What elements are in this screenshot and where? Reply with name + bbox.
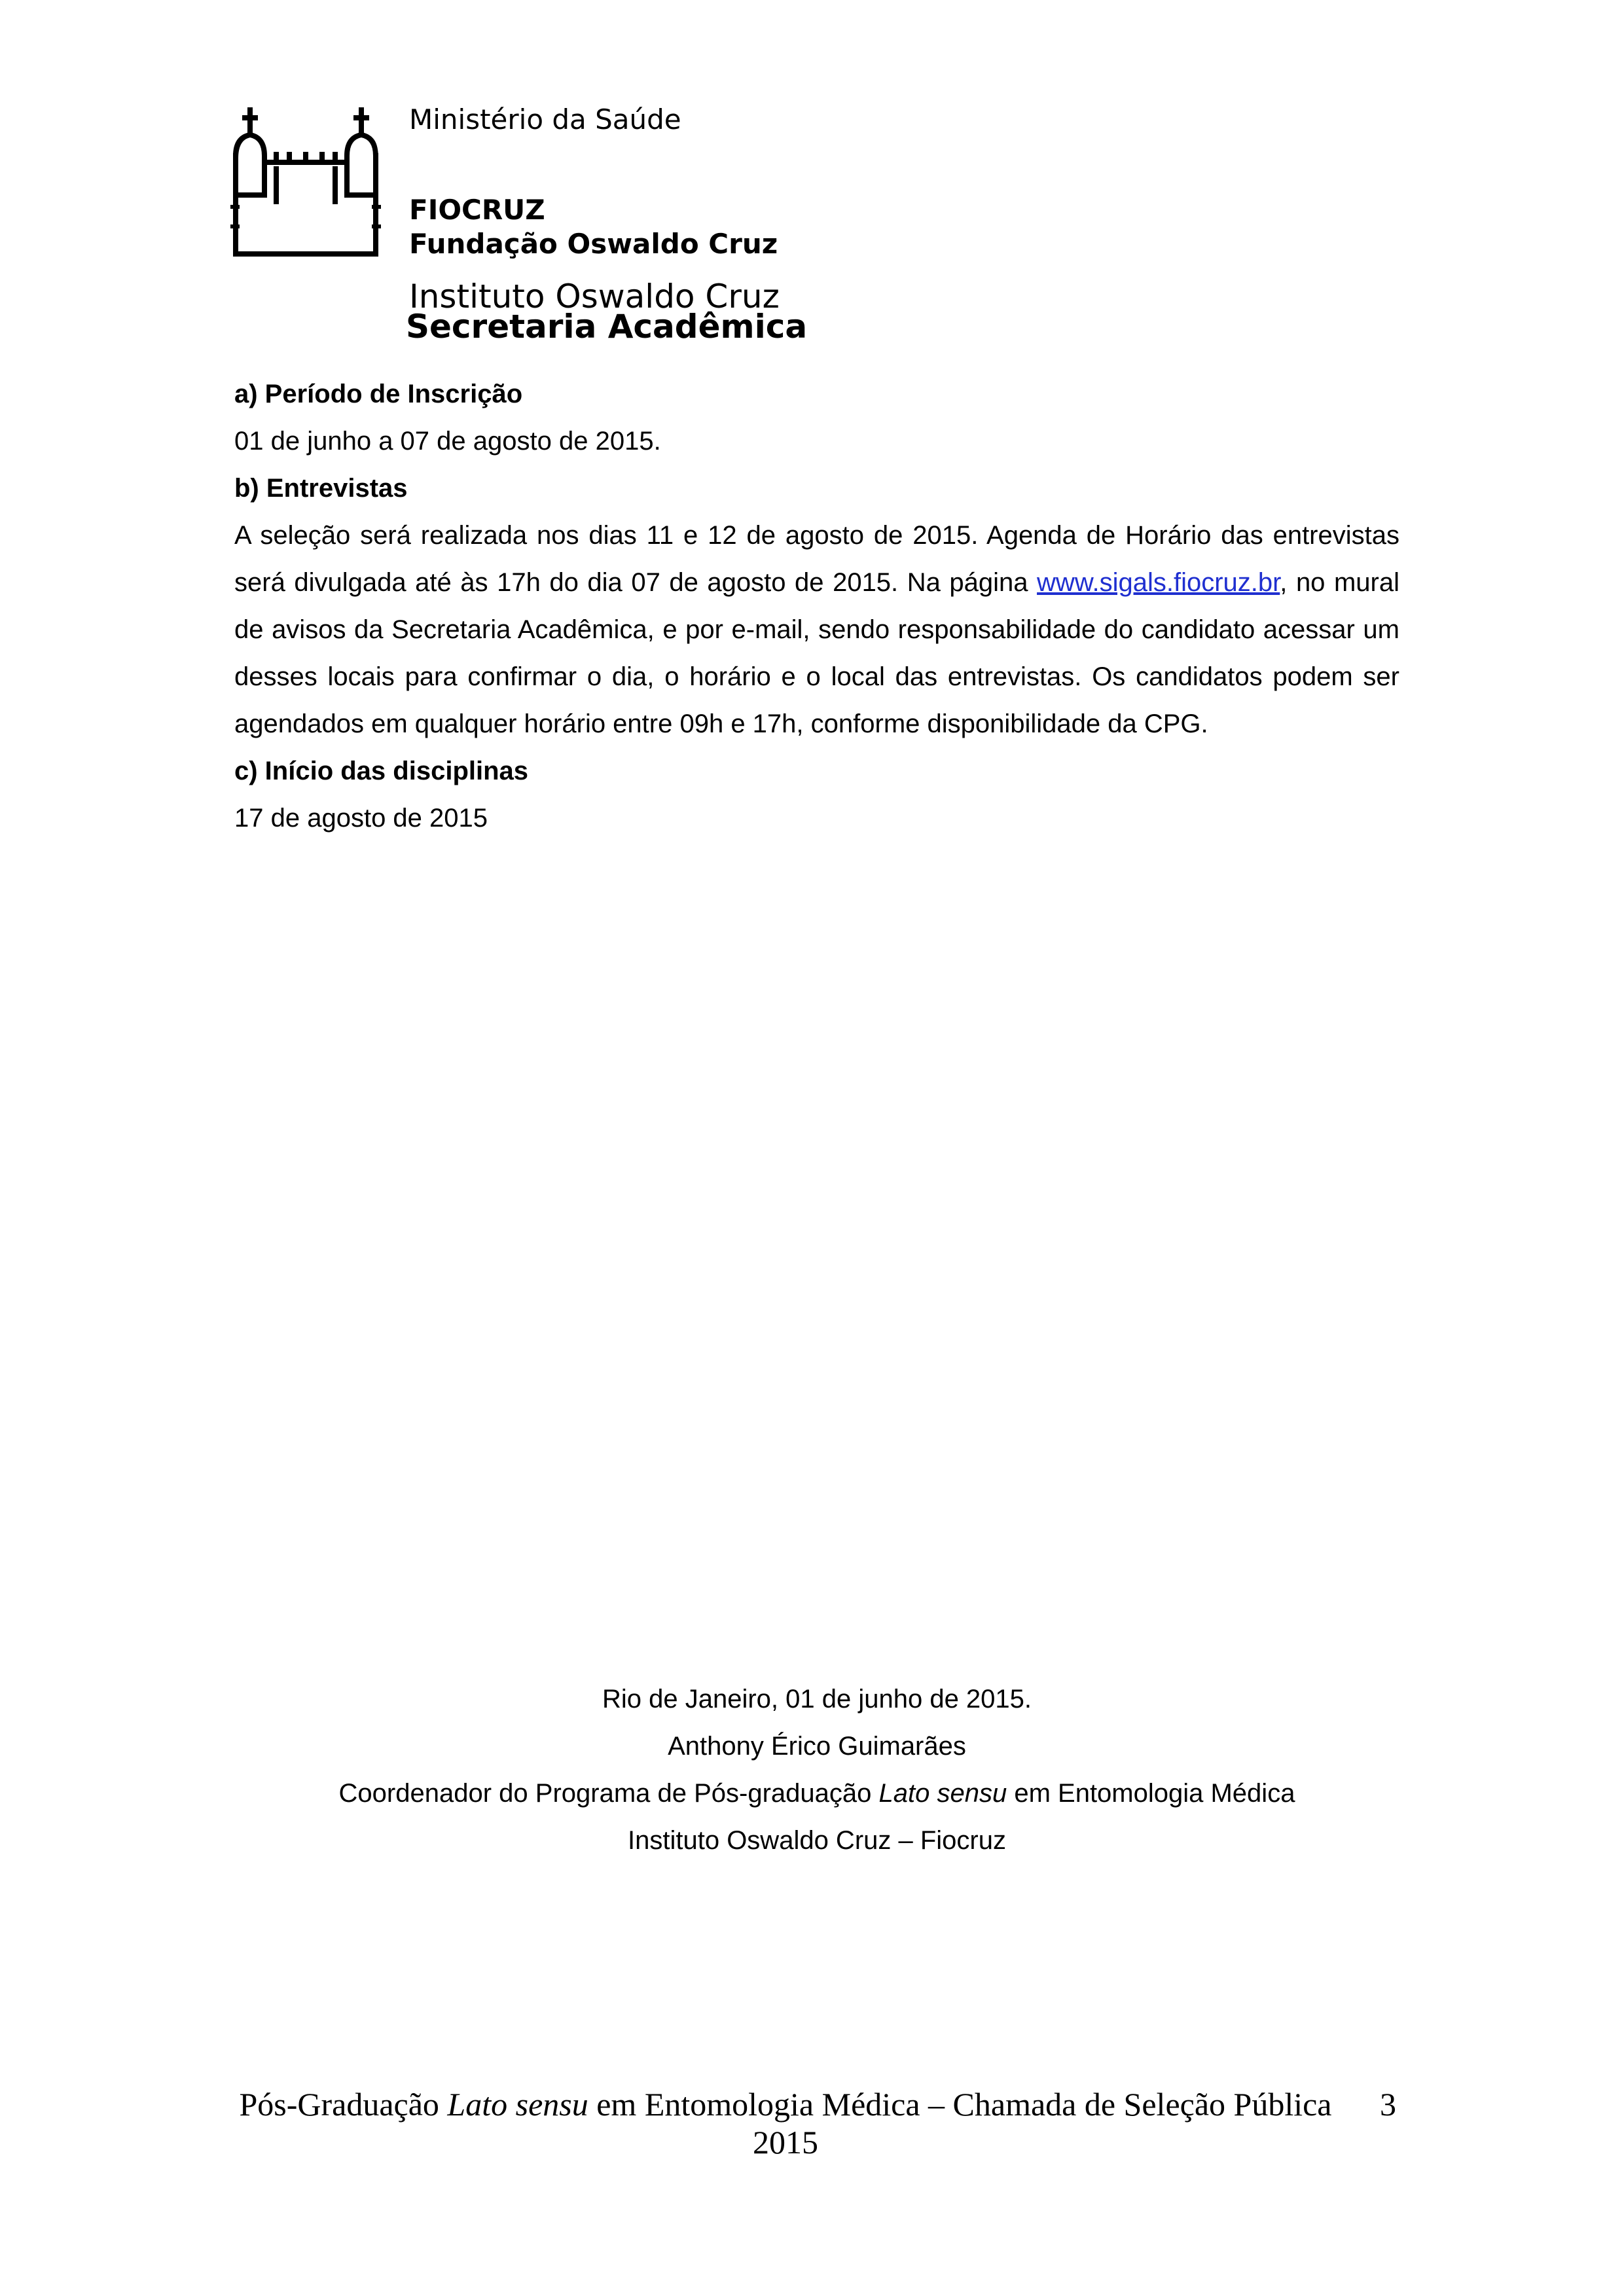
signer-role-italic: Lato sensu — [878, 1779, 1007, 1808]
section-c-text: 17 de agosto de 2015 — [234, 804, 488, 833]
footer-text-start: Pós-Graduação — [239, 2086, 448, 2123]
fundacao-name: Fundação Oswaldo Cruz — [409, 228, 778, 260]
place-date: Rio de Janeiro, 01 de junho de 2015. — [602, 1685, 1032, 1713]
section-b-text-start: A seleção será realizada nos dias 11 e 12 de agosto de 2015. Agenda de Horário das entrevistas será divulgada até às 17h do dia 07 de agosto de 2015. Na página — [234, 521, 1399, 597]
signer-institution: Instituto Oswaldo Cruz – Fiocruz — [628, 1826, 1006, 1855]
signer-role-end: em Entomologia Médica — [1007, 1779, 1295, 1808]
page-number: 3 — [1380, 2086, 1396, 2123]
department-name: Secretaria Acadêmica — [406, 308, 808, 346]
page-footer — [223, 2085, 1348, 2161]
section-a-text: 01 de junho a 07 de agosto de 2015. — [234, 427, 661, 456]
signature-block — [234, 1676, 1399, 1864]
section-b-text — [234, 512, 1399, 747]
section-b-heading: b) Entrevistas — [234, 474, 408, 503]
section-c-heading: c) Início das disciplinas — [234, 757, 529, 785]
signer-role-start: Coordenador do Programa de Pós-graduação — [338, 1779, 879, 1808]
signer-name: Anthony Érico Guimarães — [668, 1732, 966, 1761]
document-body — [234, 370, 1399, 842]
signer-role — [234, 1770, 1399, 1817]
section-a-heading: a) Período de Inscrição — [234, 380, 523, 408]
fiocruz-castle-logo-icon — [230, 97, 381, 260]
sigals-link[interactable]: www.sigals.fiocruz.br — [1037, 568, 1280, 597]
institute-name: Instituto Oswaldo Cruz — [409, 278, 780, 315]
footer-text-end: em Entomologia Médica – Chamada de Seleção Pública 2015 — [588, 2086, 1332, 2161]
footer-text-italic: Lato sensu — [447, 2086, 588, 2123]
ministry-name: Ministério da Saúde — [409, 103, 681, 135]
fiocruz-name: FIOCRUZ — [409, 194, 545, 226]
section-b-text-end: , no mural de avisos da Secretaria Acadêmica, e por e-mail, sendo responsabilidade do candidato acessar um desses locais para confirmar o dia, o horário e o local das entrevistas. Os candidatos podem ser agendados em qualquer horário entre 09h e 17h, conforme disponibilidade da CPG. — [234, 568, 1399, 738]
